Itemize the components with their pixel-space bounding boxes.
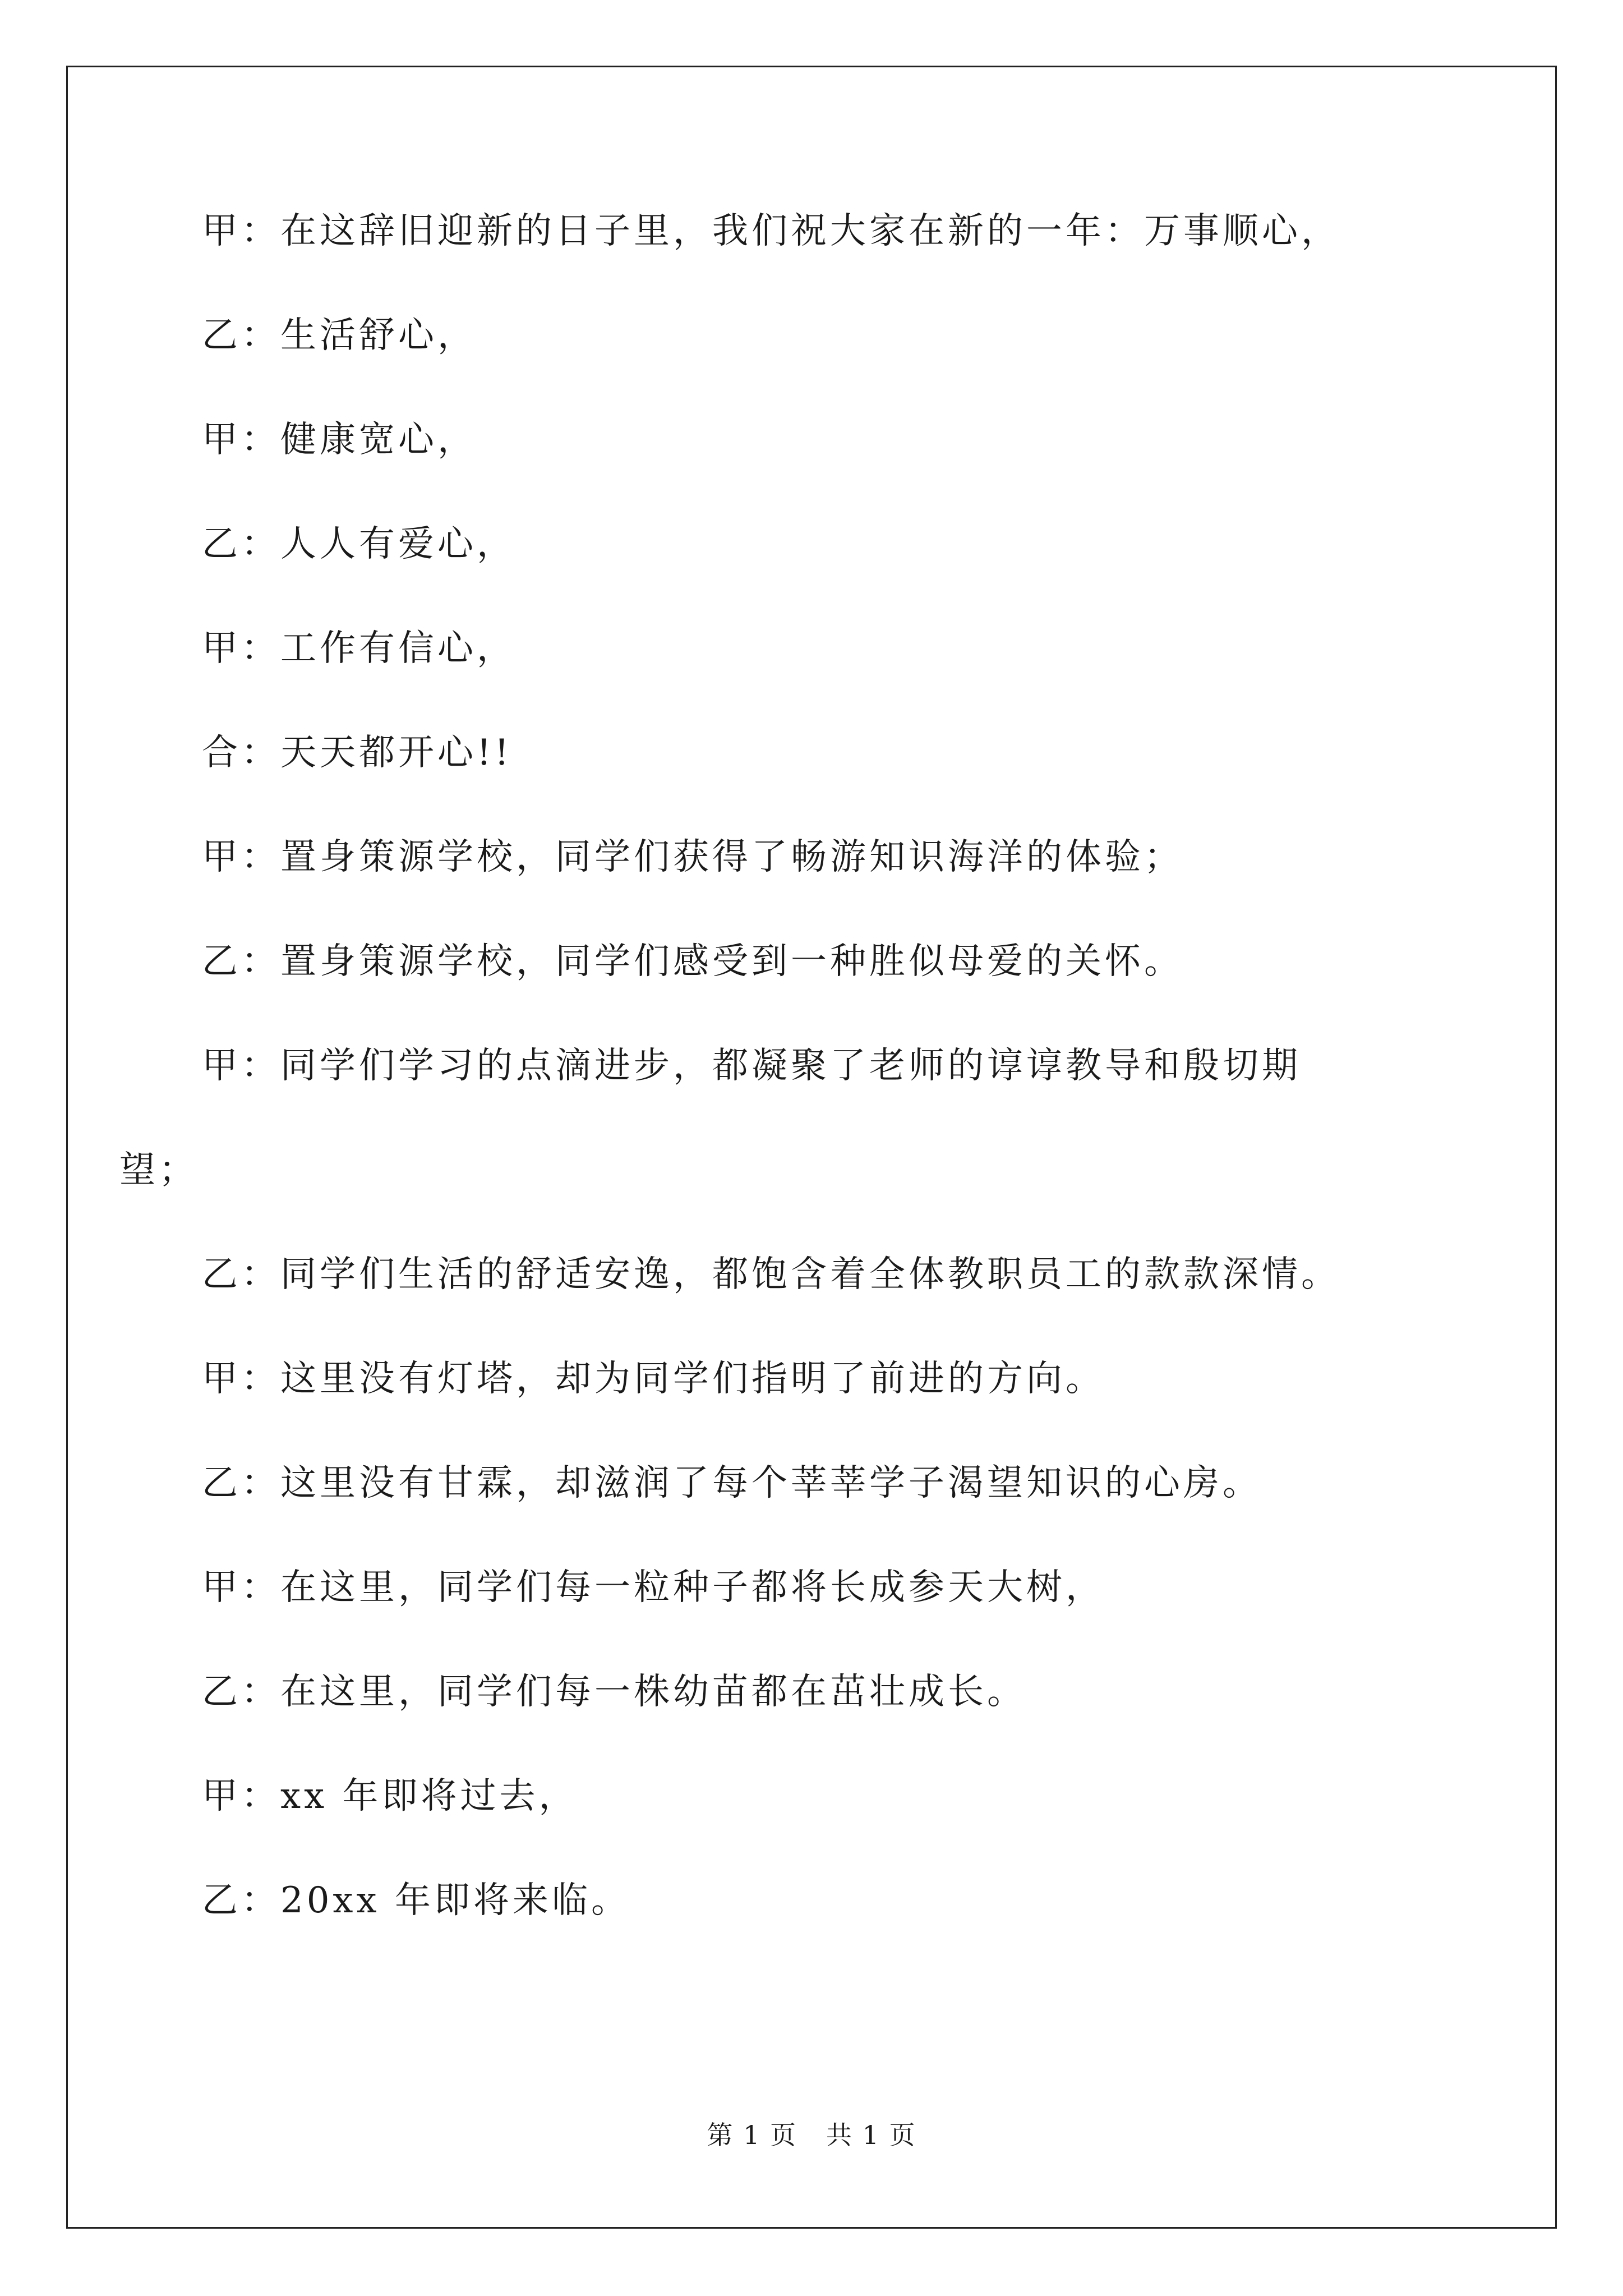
- text-line-wrap: 望；: [119, 1149, 198, 1191]
- text-line: 甲：工作有信心，: [202, 628, 516, 669]
- text-line: 甲：这里没有灯塔，却为同学们指明了前进的方向。: [202, 1358, 1105, 1400]
- text-line: 乙：人人有爱心，: [202, 523, 516, 565]
- document-body: [119, 210, 1469, 1987]
- page-number: 第 1 页: [707, 2120, 797, 2150]
- text-line: 乙：置身策源学校，同学们感受到一种胜似母爱的关怀。: [202, 941, 1183, 982]
- text-line: 甲：在这里，同学们每一粒种子都将长成参天大树，: [202, 1567, 1105, 1608]
- text-line: 乙：20xx 年即将来临。: [202, 1880, 630, 1921]
- text-line: 甲：置身策源学校，同学们获得了畅游知识海洋的体验；: [202, 836, 1183, 878]
- text-line: 乙：在这里，同学们每一株幼苗都在茁壮成长。: [202, 1671, 1026, 1713]
- text-line: 乙：同学们生活的舒适安逸，都饱含着全体教职员工的款款深情。: [202, 1254, 1340, 1295]
- text-line: 甲：在这辞旧迎新的日子里，我们祝大家在新的一年：万事顺心，: [202, 210, 1340, 252]
- text-line: 合：天天都开心!!: [202, 732, 513, 774]
- page-total: 共 1 页: [826, 2120, 916, 2150]
- text-line: 甲：健康宽心，: [202, 419, 477, 461]
- text-line: 乙：这里没有甘霖，却滋润了每个莘莘学子渴望知识的心房。: [202, 1462, 1262, 1504]
- page-footer: [0, 2120, 1623, 2150]
- text-line: 甲：同学们学习的点滴进步，都凝聚了老师的谆谆教导和殷切期: [202, 1045, 1301, 1087]
- text-line: 甲：xx 年即将过去，: [202, 1775, 578, 1817]
- text-line: 乙：生活舒心，: [202, 315, 477, 356]
